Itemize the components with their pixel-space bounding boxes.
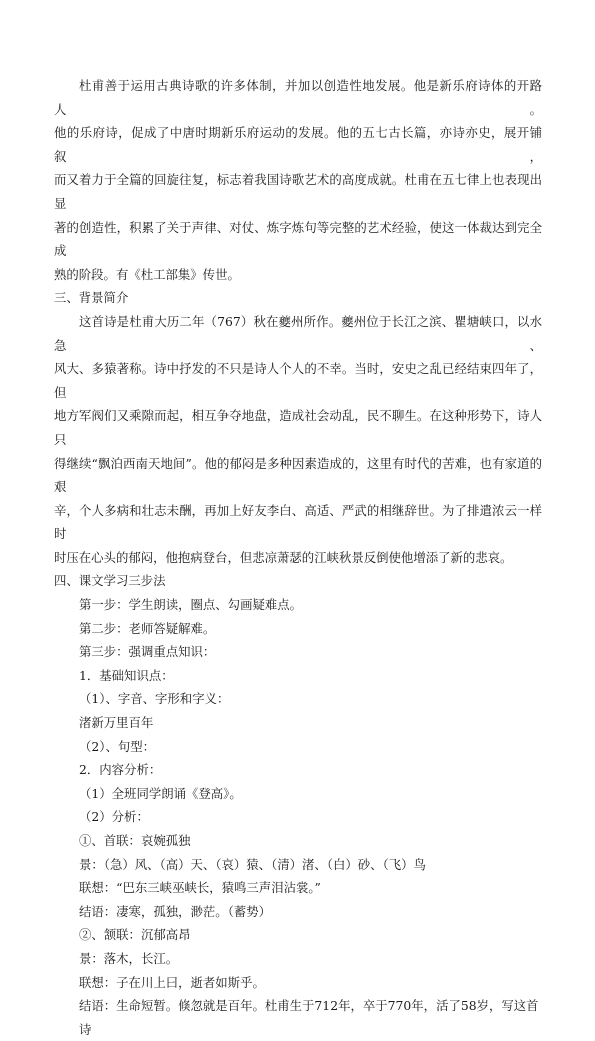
document-body [54,74,542,1041]
background-paragraph [54,310,542,570]
text-line: 得继续“飘泊西南天地间”。他的郁闷是多种因素造成的，这里有时代的苦难，也有家道的艰 [54,455,542,495]
section-heading-background: 三、背景简介 [54,290,129,306]
basics-sub-pronunciation-content: 渚新万里百年 [79,715,154,731]
text-line: 这首诗是杜甫大历二年（767）秋在夔州所作。夔州位于长江之滨、瞿塘峡口，以水急、 [54,313,542,353]
basics-sub-pronunciation: （1）、字音、字形和字义： [79,691,230,707]
couplet-one-scenery: 景：（急）风、（高）天、（哀）猿、（清）渚、（白）砂、（飞）鸟 [79,856,426,872]
basics-sub-sentence: （2）、句型： [79,738,156,754]
step-three: 第三步：强调重点知识： [79,644,216,660]
couplet-one-association: 联想：“巴东三峡巫峡长，猿鸣三声泪沾裳。” [79,880,321,896]
couplet-two-scenery: 景：落木，长江。 [79,950,179,966]
couplet-one-title: ①、首联：哀婉孤独 [79,833,191,848]
text-line: 而又着力于全篇的回旋往复，标志着我国诗歌艺术的高度成就。杜甫在五七律上也表现出显 [54,172,542,211]
text-line: 风大、多猿著称。诗中抒发的不只是诗人个人的不幸。当时，安史之乱已经结束四年了，但 [54,361,542,400]
couplet-two-conclusion: 结语：生命短暂。倏忽就是百年。杜甫生于712年，卒于770年，活了58岁，写这首诗 [79,998,539,1037]
couplet-two-title: ②、颔联：沉郁高昂 [79,927,191,943]
text-line: 熟的阶段。有《杜工部集》传世。 [54,266,240,282]
text-line: 著的创造性，积累了关于声律、对仗、炼字炼句等完整的艺术经验，使这一体裁达到完全成 [54,219,542,259]
text-line: 他的乐府诗，促成了中唐时期新乐府运动的发展。他的五七古长篇，亦诗亦史，展开铺叙， [54,125,542,164]
content-analysis-heading: 2．内容分析： [79,762,162,778]
text-line: 杜甫善于运用古典诗歌的许多体制，并加以创造性地发展。他是新乐府诗体的开路人。 [54,78,542,117]
section-heading-three-steps: 四、课文学习三步法 [54,573,166,589]
step-two: 第二步：老师答疑解难。 [79,620,216,636]
content-sub-analysis: （2）分析： [79,809,149,825]
text-line: 辛，个人多病和壮志未酬，再加上好友李白、高适、严武的相继辞世。为了排遣浓云一样时 [54,502,542,542]
step-one: 第一步：学生朗读，圈点、勾画疑难点。 [79,597,303,613]
couplet-two-association: 联想：子在川上曰，逝者如斯乎。 [79,974,265,990]
intro-paragraph [54,74,542,286]
content-sub-recite: （1）全班同学朗诵《登高》。 [79,785,242,801]
text-line: 地方军阀们又乘隙而起，相互争夺地盘，造成社会动乱，民不聊生。在这种形势下，诗人只 [54,408,542,447]
text-line: 时压在心头的郁闷，他抱病登台，但悲凉萧瑟的江峡秋景反倒使他增添了新的悲哀。 [54,549,513,565]
basics-heading: 1．基础知识点： [79,667,174,683]
couplet-one-conclusion: 结语：凄寒，孤独，渺茫。（蓄势） [79,903,272,919]
